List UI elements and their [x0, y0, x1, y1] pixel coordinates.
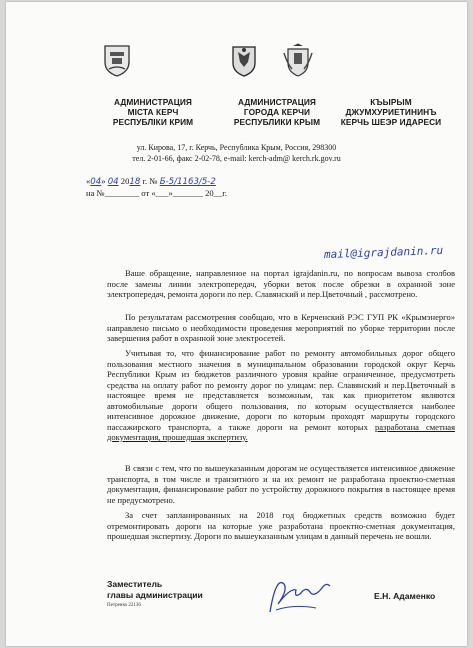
date-year-prefix: 20	[120, 176, 130, 186]
center-coat-of-arms-icon	[229, 43, 259, 77]
header-line: КЕРЧЬ ШЕЭР ИДАРЕСИ	[340, 117, 442, 127]
handwritten-signature	[264, 568, 334, 616]
signatory-title-line: Заместитель	[107, 579, 163, 589]
right-emblem-icon	[283, 43, 313, 77]
header-ukrainian	[88, 97, 218, 127]
signatory-title-line: главы администрации	[107, 590, 203, 600]
header-line: АДМИНИСТРАЦИЯ	[114, 97, 192, 107]
contacts-line: тел. 2-01-66, факс 2-02-78, e-mail: kerch-adm@ kerch.rk.gov.ru	[132, 154, 341, 163]
header-crimean-tatar	[326, 97, 456, 127]
paragraph-2: По результатам рассмотрения сообщаю, что в Керченский РЭС ГУП РК «Крымэнерго» направлено письмо о необходимости проведения мероприятий по уборке территории после завершения работ в охранной зоне электросетей.	[107, 312, 455, 343]
paragraph-3	[107, 348, 455, 443]
header-line: ГОРОДА КЕРЧИ	[243, 107, 311, 117]
left-emblem-icon	[102, 43, 132, 77]
date-month: 04	[107, 177, 119, 187]
executor-note: Петренко 22136	[107, 603, 141, 608]
number-label: г. №	[142, 176, 158, 186]
handwritten-email: mail@igrajdanin.ru	[323, 243, 444, 262]
date-day: 04	[90, 177, 102, 187]
paragraph-3-text: Учитывая то, что финансирование работ по ремонту автомобильных дорог общего пользования местного значения в муниципальном образовании городской округ Керчь Республики Крым из бюджетов различного уровня крайне ограниченное, предусмотреть средства на оплату работ по ремонту дорог по улицам: пер. Славянский и пер.Цветочный в настоящее время не представляется возможным, так как приоритетом являются автомобильные дороги общего пользования, по которым осуществляется наиболее интенсивное дорожное движение, дороги по которым проходят маршруты городского пассажирского транспорта, а также дороги на ремонт которых	[107, 348, 455, 432]
header-russian	[212, 97, 342, 127]
paragraph-5: За счет запланированных на 2018 год бюджетных средств возможно будет отремонтировать дороги на которые уже разработана проектно-сметная документация, прошедшая экспертизу. Дороги по вышеуказанным улицам в данный перечень не вошли.	[107, 510, 455, 541]
paragraph-1: Ваше обращение, направленное на портал igrajdanin.ru, по вопросам вывоза столбов после замены линии электропередач, уборки веток после обрезки в охранной зоне электропередач, ремонта дороги по пер. Славянский и пер.Цветочный , рассмотрено.	[107, 268, 455, 299]
header-line: МІСТА КЕРЧ	[127, 107, 179, 117]
letter-page	[6, 2, 467, 646]
header-line: РЕСПУБЛИКИ КРЫМ	[233, 117, 321, 127]
header-line: КЪЫРЫМ	[370, 97, 412, 107]
signatory-title	[107, 579, 203, 601]
incoming-reference: на №________ от «___»_______ 20__г.	[86, 188, 227, 198]
signer-name: Е.Н. Адаменко	[374, 591, 436, 601]
paragraph-3-underlined: разработана сметная документация, прошедшая экспертизу.	[107, 421, 456, 442]
paragraph-4: В связи с тем, что по вышеуказанным дорогам не осуществляется интенсивное движение транспорта, в том числе и транзитного и на их ремонт не разработана проектно-сметная документация, финансирование работ по устройству дорожного покрытия в настоящее время не предусмотрено.	[107, 463, 455, 505]
date-year: 18	[129, 177, 141, 187]
header-line: АДМИНИСТРАЦИЯ	[238, 97, 316, 107]
outgoing-reference: «04» 04 2018 г. № Б-5/1163/5-2	[86, 176, 216, 187]
address-line: ул. Кирова, 17, г. Керчь, Республика Крым, Россия, 298300	[136, 143, 337, 152]
header-line: ДЖУМХУРИЕТИНИНЪ	[345, 107, 437, 117]
header-line: РЕСПУБЛІКИ КРИМ	[112, 117, 194, 127]
outgoing-number: Б-5/1163/5-2	[159, 177, 216, 187]
